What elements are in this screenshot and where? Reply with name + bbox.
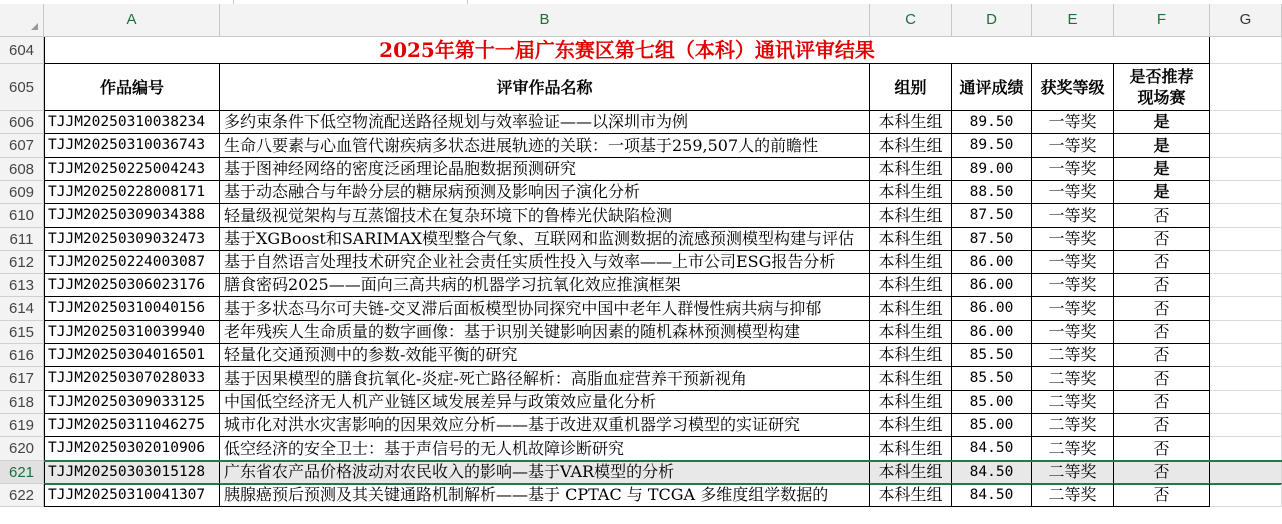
cell-id[interactable]: TJJM20250304016501 — [44, 344, 220, 367]
column-header-bar — [0, 4, 1282, 37]
header-recommend[interactable] — [1114, 64, 1210, 111]
cell-award[interactable]: 一等奖 — [1032, 134, 1114, 158]
column-header-b[interactable]: B — [220, 4, 870, 36]
selection-outline-top — [44, 460, 1282, 462]
cell-name[interactable]: 多约束条件下低空物流配送路径规划与效率验证——以深圳市为例 — [220, 111, 870, 134]
cell-score[interactable]: 88.50 — [952, 181, 1032, 204]
cell-name[interactable]: 基于XGBoost和SARIMAX模型整合气象、互联网和监测数据的流感预测模型构建与评估 — [220, 228, 870, 251]
cell-group[interactable]: 本科生组 — [870, 437, 952, 461]
cell-group[interactable]: 本科生组 — [870, 181, 952, 204]
cell-recommend[interactable]: 是 — [1114, 111, 1210, 134]
cell-group[interactable]: 本科生组 — [870, 461, 952, 484]
cell-recommend[interactable]: 是 — [1114, 134, 1210, 158]
row-header[interactable]: 615 — [0, 321, 44, 344]
cell-award[interactable]: 二等奖 — [1032, 344, 1114, 367]
cell-recommend[interactable]: 否 — [1114, 204, 1210, 228]
cell-award[interactable]: 一等奖 — [1032, 251, 1114, 274]
row-header[interactable]: 607 — [0, 134, 44, 158]
cell-id[interactable]: TJJM20250310036743 — [44, 134, 220, 158]
empty-cell[interactable] — [1210, 461, 1282, 484]
row-header[interactable]: 612 — [0, 251, 44, 274]
empty-cell[interactable] — [1210, 228, 1282, 251]
cell-score[interactable]: 86.00 — [952, 274, 1032, 297]
cell-score[interactable]: 84.50 — [952, 461, 1032, 484]
cell-name[interactable]: 生命八要素与心血管代谢疾病多状态进展轨迹的关联：一项基于259,507人的前瞻性 — [220, 134, 870, 158]
empty-cell[interactable] — [1210, 297, 1282, 321]
cell-name[interactable]: 城市化对洪水灾害影响的因果效应分析——基于改进双重机器学习模型的实证研究 — [220, 414, 870, 437]
row-header[interactable]: 613 — [0, 274, 44, 297]
cell-score[interactable]: 87.50 — [952, 228, 1032, 251]
empty-cell[interactable] — [1210, 64, 1282, 111]
cell-award[interactable]: 一等奖 — [1032, 321, 1114, 344]
cell-id[interactable]: TJJM20250224003087 — [44, 251, 220, 274]
cell-name[interactable]: 基于动态融合与年龄分层的糖尿病预测及影响因子演化分析 — [220, 181, 870, 204]
row-header[interactable]: 614 — [0, 297, 44, 321]
empty-cell[interactable] — [1210, 111, 1282, 134]
row-header[interactable]: 605 — [0, 64, 44, 111]
row-header[interactable]: 622 — [0, 484, 44, 507]
empty-cell[interactable] — [1210, 251, 1282, 274]
cell-recommend[interactable]: 否 — [1114, 414, 1210, 437]
select-all-corner[interactable] — [0, 4, 44, 36]
header-recommend-line2: 现场赛 — [1137, 88, 1186, 107]
cell-id[interactable]: TJJM20250309032473 — [44, 228, 220, 251]
header-score[interactable]: 通评成绩 — [952, 64, 1032, 111]
empty-cell[interactable] — [1210, 181, 1282, 204]
empty-cell[interactable] — [1210, 484, 1282, 507]
column-header-e[interactable]: E — [1032, 4, 1114, 36]
cell-recommend[interactable]: 否 — [1114, 228, 1210, 251]
cell-id[interactable]: TJJM20250309033125 — [44, 391, 220, 414]
column-header-a[interactable]: A — [44, 4, 220, 36]
cell-recommend[interactable]: 是 — [1114, 181, 1210, 204]
row-header[interactable]: 608 — [0, 158, 44, 181]
cell-name[interactable]: 基于图神经网络的密度泛函理论晶胞数据预测研究 — [220, 158, 870, 181]
cell-award[interactable]: 二等奖 — [1032, 391, 1114, 414]
cell-group[interactable]: 本科生组 — [870, 158, 952, 181]
cell-award[interactable]: 二等奖 — [1032, 437, 1114, 461]
cell-award[interactable]: 二等奖 — [1032, 461, 1114, 484]
empty-cell[interactable] — [1210, 134, 1282, 158]
cell-id[interactable]: TJJM20250228008171 — [44, 181, 220, 204]
row-header[interactable]: 619 — [0, 414, 44, 437]
cell-group[interactable]: 本科生组 — [870, 204, 952, 228]
cell-recommend[interactable]: 否 — [1114, 461, 1210, 484]
empty-cell[interactable] — [1210, 344, 1282, 367]
cell-award[interactable]: 一等奖 — [1032, 204, 1114, 228]
cell-score[interactable]: 89.50 — [952, 134, 1032, 158]
cell-group[interactable]: 本科生组 — [870, 484, 952, 507]
cell-group[interactable]: 本科生组 — [870, 414, 952, 437]
cell-id[interactable]: TJJM20250310038234 — [44, 111, 220, 134]
cell-id[interactable]: TJJM20250307028033 — [44, 367, 220, 391]
column-header-f[interactable]: F — [1114, 4, 1210, 36]
cell-award[interactable]: 一等奖 — [1032, 181, 1114, 204]
cell-award[interactable]: 一等奖 — [1032, 111, 1114, 134]
sheet-title[interactable]: 2025年第十一届广东赛区第七组（本科）通讯评审结果 — [44, 37, 1210, 64]
cell-name[interactable]: 基于自然语言处理技术研究企业社会责任实质性投入与效率——上市公司ESG报告分析 — [220, 251, 870, 274]
cell-name[interactable]: 轻量化交通预测中的参数-效能平衡的研究 — [220, 344, 870, 367]
cell-score[interactable]: 86.00 — [952, 251, 1032, 274]
cell-score[interactable]: 85.50 — [952, 367, 1032, 391]
cell-group[interactable]: 本科生组 — [870, 251, 952, 274]
cell-award[interactable]: 一等奖 — [1032, 158, 1114, 181]
empty-cell[interactable] — [1210, 367, 1282, 391]
cell-name[interactable]: 膳食密码2025——面向三高共病的机器学习抗氧化效应推演框架 — [220, 274, 870, 297]
row-header[interactable]: 621 — [0, 461, 44, 484]
cell-recommend[interactable]: 否 — [1114, 274, 1210, 297]
cell-group[interactable]: 本科生组 — [870, 228, 952, 251]
header-group[interactable]: 组别 — [870, 64, 952, 111]
cell-id[interactable]: TJJM20250303015128 — [44, 461, 220, 484]
empty-cell[interactable] — [1210, 414, 1282, 437]
cell-id[interactable]: TJJM20250309034388 — [44, 204, 220, 228]
cell-name[interactable]: 广东省农产品价格波动对农民收入的影响—基于VAR模型的分析 — [220, 461, 870, 484]
cell-score[interactable]: 87.50 — [952, 204, 1032, 228]
column-header-d[interactable]: D — [952, 4, 1032, 36]
empty-cell[interactable] — [1210, 391, 1282, 414]
row-header[interactable]: 606 — [0, 111, 44, 134]
cell-group[interactable]: 本科生组 — [870, 274, 952, 297]
cell-name[interactable]: 中国低空经济无人机产业链区域发展差异与政策效应量化分析 — [220, 391, 870, 414]
cell-id[interactable]: TJJM20250306023176 — [44, 274, 220, 297]
cell-score[interactable]: 85.00 — [952, 391, 1032, 414]
row-header[interactable]: 618 — [0, 391, 44, 414]
cell-award[interactable]: 一等奖 — [1032, 274, 1114, 297]
cell-id[interactable]: TJJM20250311046275 — [44, 414, 220, 437]
cell-score[interactable]: 85.50 — [952, 344, 1032, 367]
cell-recommend[interactable]: 否 — [1114, 391, 1210, 414]
row-header[interactable]: 611 — [0, 228, 44, 251]
cell-name[interactable]: 基于因果模型的膳食抗氧化-炎症-死亡路径解析：高脂血症营养干预新视角 — [220, 367, 870, 391]
row-header[interactable]: 620 — [0, 437, 44, 461]
empty-cell[interactable] — [1210, 321, 1282, 344]
header-recommend-line1: 是否推荐 — [1129, 67, 1194, 86]
cell-group[interactable]: 本科生组 — [870, 344, 952, 367]
empty-cell[interactable] — [1210, 274, 1282, 297]
header-id[interactable]: 作品编号 — [44, 64, 220, 111]
cell-id[interactable]: TJJM20250310040156 — [44, 297, 220, 321]
cell-score[interactable]: 84.50 — [952, 437, 1032, 461]
cell-group[interactable]: 本科生组 — [870, 134, 952, 158]
cell-recommend[interactable]: 否 — [1114, 321, 1210, 344]
cell-name[interactable]: 老年残疾人生命质量的数字画像：基于识别关键影响因素的随机森林预测模型构建 — [220, 321, 870, 344]
row-header[interactable]: 610 — [0, 204, 44, 228]
cell-group[interactable]: 本科生组 — [870, 321, 952, 344]
row-header[interactable]: 616 — [0, 344, 44, 367]
cell-score[interactable]: 89.50 — [952, 111, 1032, 134]
cell-name[interactable]: 轻量级视觉架构与互蒸馏技术在复杂环境下的鲁棒光伏缺陷检测 — [220, 204, 870, 228]
cell-group[interactable]: 本科生组 — [870, 297, 952, 321]
cell-award[interactable]: 一等奖 — [1032, 297, 1114, 321]
row-header[interactable]: 604 — [0, 37, 44, 64]
row-header[interactable]: 609 — [0, 181, 44, 204]
column-header-c[interactable]: C — [870, 4, 952, 36]
cell-score[interactable]: 86.00 — [952, 297, 1032, 321]
cell-group[interactable]: 本科生组 — [870, 111, 952, 134]
cell-score[interactable]: 85.00 — [952, 414, 1032, 437]
cell-award[interactable]: 二等奖 — [1032, 367, 1114, 391]
empty-cell[interactable] — [1210, 204, 1282, 228]
row-header[interactable]: 617 — [0, 367, 44, 391]
cell-id[interactable]: TJJM20250310041307 — [44, 484, 220, 507]
cell-group[interactable]: 本科生组 — [870, 367, 952, 391]
cell-recommend[interactable]: 否 — [1114, 484, 1210, 507]
select-all-icon — [31, 23, 38, 30]
cell-group[interactable]: 本科生组 — [870, 391, 952, 414]
empty-cell[interactable] — [1210, 437, 1282, 461]
cell-award[interactable]: 一等奖 — [1032, 228, 1114, 251]
cell-score[interactable]: 84.50 — [952, 484, 1032, 507]
cell-recommend[interactable]: 否 — [1114, 251, 1210, 274]
header-award[interactable]: 获奖等级 — [1032, 64, 1114, 111]
cell-name[interactable]: 基于多状态马尔可夫链-交叉滞后面板模型协同探究中国中老年人群慢性病共病与抑郁 — [220, 297, 870, 321]
empty-cell[interactable] — [1210, 158, 1282, 181]
cell-recommend[interactable]: 否 — [1114, 437, 1210, 461]
cell-id[interactable]: TJJM20250302010906 — [44, 437, 220, 461]
cell-score[interactable]: 89.00 — [952, 158, 1032, 181]
cell-id[interactable]: TJJM20250310039940 — [44, 321, 220, 344]
cell-score[interactable]: 86.00 — [952, 321, 1032, 344]
cell-name[interactable]: 胰腺癌预后预测及其关键通路机制解析——基于 CPTAC 与 TCGA 多维度组学数据的 — [220, 484, 870, 507]
column-header-g[interactable]: G — [1210, 4, 1282, 36]
cell-name[interactable]: 低空经济的安全卫士：基于声信号的无人机故障诊断研究 — [220, 437, 870, 461]
empty-cell[interactable] — [1210, 37, 1282, 64]
cell-recommend[interactable]: 否 — [1114, 367, 1210, 391]
header-name[interactable]: 评审作品名称 — [220, 64, 870, 111]
cell-recommend[interactable]: 是 — [1114, 158, 1210, 181]
cell-award[interactable]: 二等奖 — [1032, 414, 1114, 437]
cell-id[interactable]: TJJM20250225004243 — [44, 158, 220, 181]
cell-recommend[interactable]: 否 — [1114, 297, 1210, 321]
cell-recommend[interactable]: 否 — [1114, 344, 1210, 367]
cell-award[interactable]: 二等奖 — [1032, 484, 1114, 507]
